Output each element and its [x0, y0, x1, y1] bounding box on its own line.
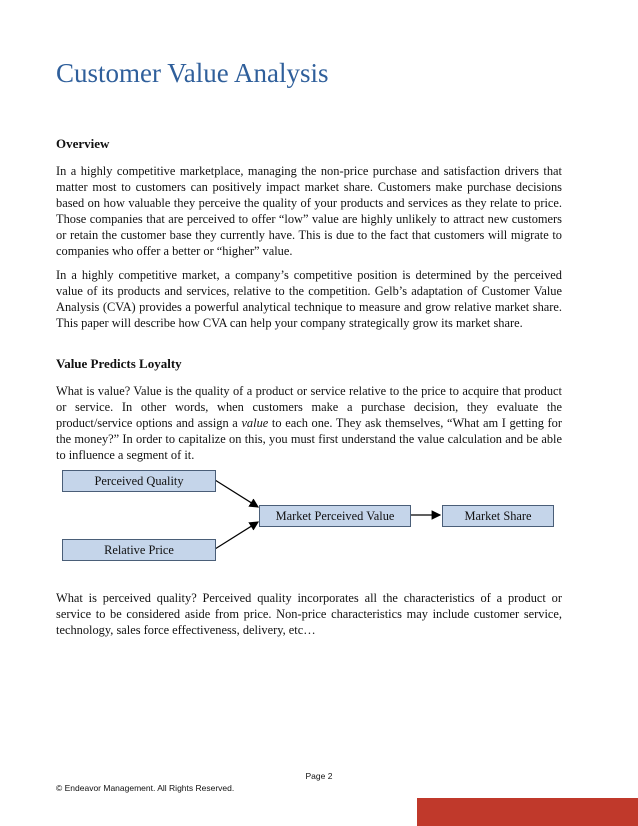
perceived-quality-box: Perceived Quality — [62, 470, 216, 492]
value-predicts-loyalty-heading: Value Predicts Loyalty — [56, 356, 182, 371]
value-paragraph-part-1: What is value? Value is the quality of a product or service relative to the price to acquire that product or service. In other words, when customers make a purchase decision, they evaluate the product/service options and assign a — [56, 384, 562, 430]
value-emphasis: value — [241, 416, 269, 430]
value-paragraph-part-2: to each one. They ask themselves, “What am I getting for the money?” In order to capitalize on this, you must first understand the value calculation and be able to influence a segment of it. — [56, 416, 562, 462]
copyright-notice: © Endeavor Management. All Rights Reserved. — [56, 783, 235, 793]
market-share-box: Market Share — [442, 505, 554, 527]
relative-price-box: Relative Price — [62, 539, 216, 561]
market-perceived-value-box: Market Perceived Value — [259, 505, 411, 527]
perceived-quality-paragraph: What is perceived quality? Perceived quality incorporates all the characteristics of a product or service to be considered aside from price. Non-price characteristics may include customer service, technology, sales force effectiveness, delivery, etc… — [56, 591, 562, 637]
overview-heading: Overview — [56, 136, 110, 151]
overview-paragraph-2: In a highly competitive market, a company’s competitive position is determined by the perceived value of its products and services, relative to the competition. Gelb’s adaptation of Customer Value Analysis (CVA) provides a powerful analytical technique to measure and grow relative market share. This paper will describe how CVA can help your company strategically grow its market share. — [56, 268, 562, 330]
overview-paragraph-1: In a highly competitive marketplace, managing the non-price purchase and satisfaction drivers that matter most to customers can positively impact market share. Customers make purchase decisions based on how valuable they perceive the quality of your products and services as they relate to price. Those companies that are perceived to offer “low” value are highly unlikely to attract new customers or retain the customer base they currently have. This is due to the fact that customers will migrate to companies who offer a better or “higher” value. — [56, 164, 562, 258]
arrow-price-to-value — [215, 522, 258, 549]
page-title: Customer Value Analysis — [56, 58, 329, 88]
footer-accent-bar — [417, 798, 638, 826]
arrow-quality-to-value — [215, 480, 258, 507]
page-number: Page 2 — [305, 771, 333, 781]
